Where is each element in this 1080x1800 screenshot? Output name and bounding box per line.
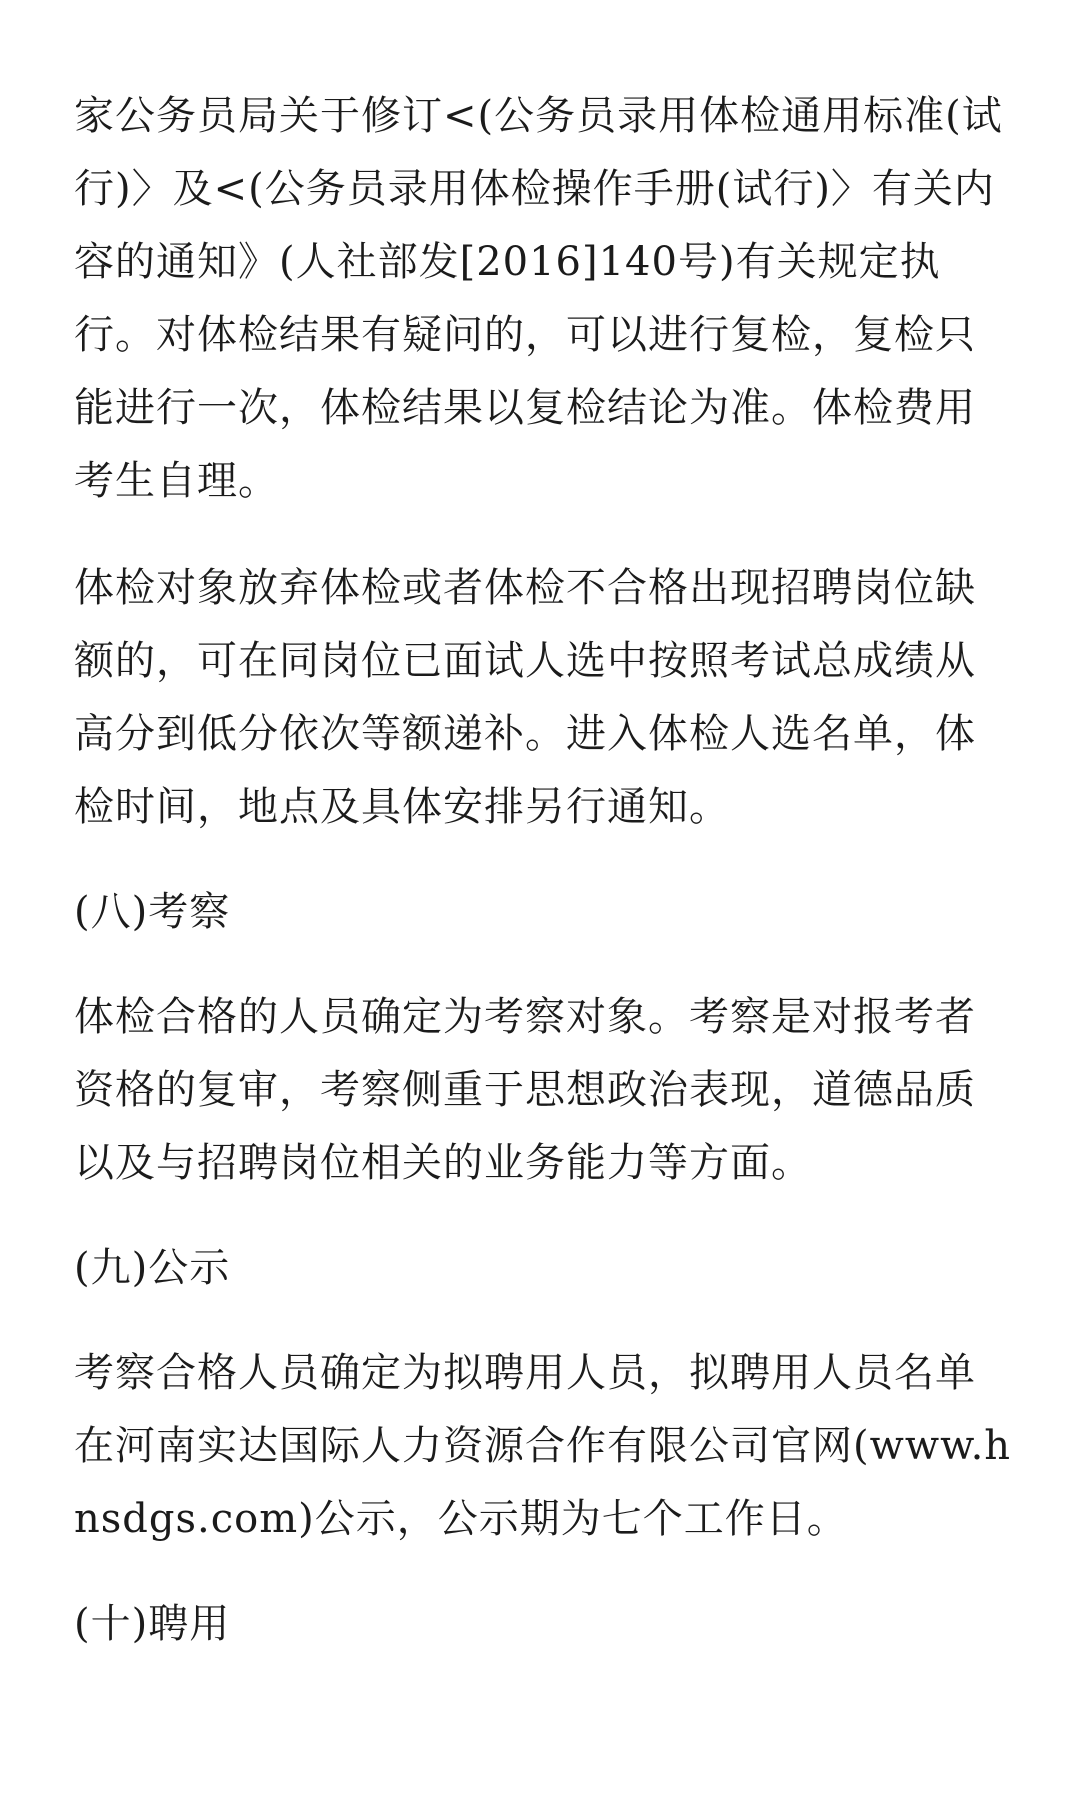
article-body (74, 80, 1014, 1693)
paragraph-publicity: 考察合格人员确定为拟聘用人员，拟聘用人员名单在河南实达国际人力资源合作有限公司官网(www.hnsdgs.com)公示，公示期为七个工作日。 (74, 1350, 1012, 1542)
section-heading-employment: (十)聘用 (74, 1601, 231, 1647)
paragraph-inspection: 体检合格的人员确定为考察对象。考察是对报考者资格的复审，考察侧重于思想政治表现，道德品质以及与招聘岗位相关的业务能力等方面。 (74, 994, 976, 1186)
paragraph-vacancy-replacement: 体检对象放弃体检或者体检不合格出现招聘岗位缺额的，可在同岗位已面试人选中按照考试总成绩从高分到低分依次等额递补。进入体检人选名单，体检时间，地点及具体安排另行通知。 (74, 565, 976, 830)
paragraph-medical-exam-rules: 家公务员局关于修订<(公务员录用体检通用标准(试行)〉及<(公务员录用体检操作手册(试行)〉有关内容的通知》(人社部发[2016]140号)有关规定执行。对体检结果有疑问的，可以进行复检，复检只能进行一次，体检结果以复检结论为准。体检费用考生自理。 (74, 93, 1003, 504)
section-heading-inspection: (八)考察 (74, 889, 231, 935)
section-heading-publicity: (九)公示 (74, 1245, 231, 1291)
